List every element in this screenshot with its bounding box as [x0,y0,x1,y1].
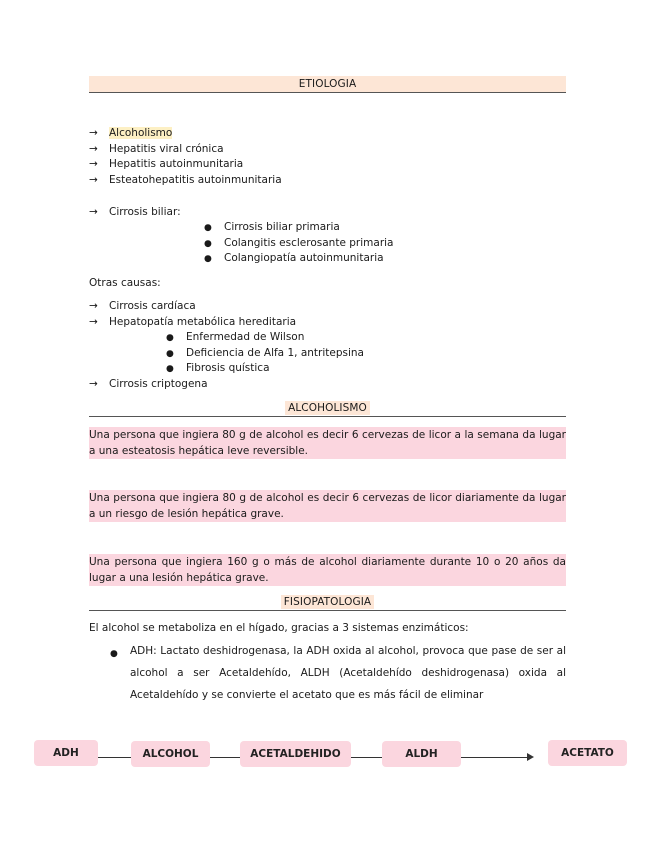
list-item: ● Colangitis esclerosante primaria [204,236,393,251]
bullet-icon: ● [204,254,212,264]
flow-connector [98,757,131,758]
bullet-icon: ● [166,349,174,359]
bullet-icon: ● [110,649,118,659]
list-item: ● Fibrosis quística [166,361,270,376]
alcoholismo-title: ALCOHOLISMO [89,400,566,417]
arrow-right-icon: → [89,143,98,155]
bullet-icon: ● [166,364,174,374]
list-item: → Cirrosis biliar: [89,206,181,218]
arrow-head-icon [527,753,534,761]
bullet-icon: ● [166,333,174,343]
arrow-right-icon: → [89,378,98,390]
list-item: → Hepatopatía metabólica hereditaria [89,316,297,328]
list-item: → Esteatohepatitis autoinmunitaria [89,174,282,186]
alcohol-risk-block: Una persona que ingiera 80 g de alcohol es decir 6 cervezas de licor diariamente da lugar a un riesgo de lesión hepática grave. [89,492,566,520]
list-item: ● Deficiencia de Alfa 1, antritepsina [166,346,364,361]
arrow-right-icon: → [89,158,98,170]
bullet-icon: ● [204,239,212,249]
list-item: → Cirrosis criptogena [89,378,208,390]
arrow-right-icon: → [89,206,98,218]
list-item: ● Cirrosis biliar primaria [204,220,340,235]
list-item: ● Colangiopatía autoinmunitaria [204,251,384,266]
flow-box-aldh: ALDH [382,741,461,767]
flow-connector [351,757,382,758]
list-item: → Hepatitis autoinmunitaria [89,158,244,170]
arrow-right-icon: → [89,127,98,139]
fisiopatologia-intro: El alcohol se metaboliza en el hígado, gracias a 3 sistemas enzimáticos: [89,622,469,634]
flow-arrow [461,757,529,758]
alcohol-risk-block: Una persona que ingiera 80 g de alcohol es decir 6 cervezas de licor a la semana da lugar a una esteatosis hepática leve reversible. [89,429,566,457]
arrow-right-icon: → [89,174,98,186]
list-item: → Cirrosis cardíaca [89,300,196,312]
arrow-right-icon: → [89,300,98,312]
list-item: ● Enfermedad de Wilson [166,330,304,345]
flow-box-acetato: ACETATO [548,740,627,766]
flow-box-acetaldehido: ACETALDEHIDO [240,741,351,767]
flow-box-adh: ADH [34,740,98,766]
alcohol-risk-block: Una persona que ingiera 160 g o más de alcohol diariamente durante 10 o 20 años da lugar a una lesión hepática grave. [89,556,566,584]
flow-connector [210,757,240,758]
bullet-icon: ● [204,223,212,233]
fisiopatologia-title: FISIOPATOLOGIA [89,594,566,611]
otras-causas-label: Otras causas: [89,277,161,289]
flow-box-alcohol: ALCOHOL [131,741,210,767]
etiologia-title: ETIOLOGIA [89,76,566,93]
list-item: → Hepatitis viral crónica [89,143,224,155]
adh-description: ADH: Lactato deshidrogenasa, la ADH oxida al alcohol, provoca que pase de ser al alcohol a ser Acetaldehído, ALDH (Acetaldehído deshidrogenasa) oxida al Acetaldehído y se convierte el acetato que es más fácil de eliminar [130,645,566,701]
list-item: → Alcoholismo [89,127,173,139]
arrow-right-icon: → [89,316,98,328]
